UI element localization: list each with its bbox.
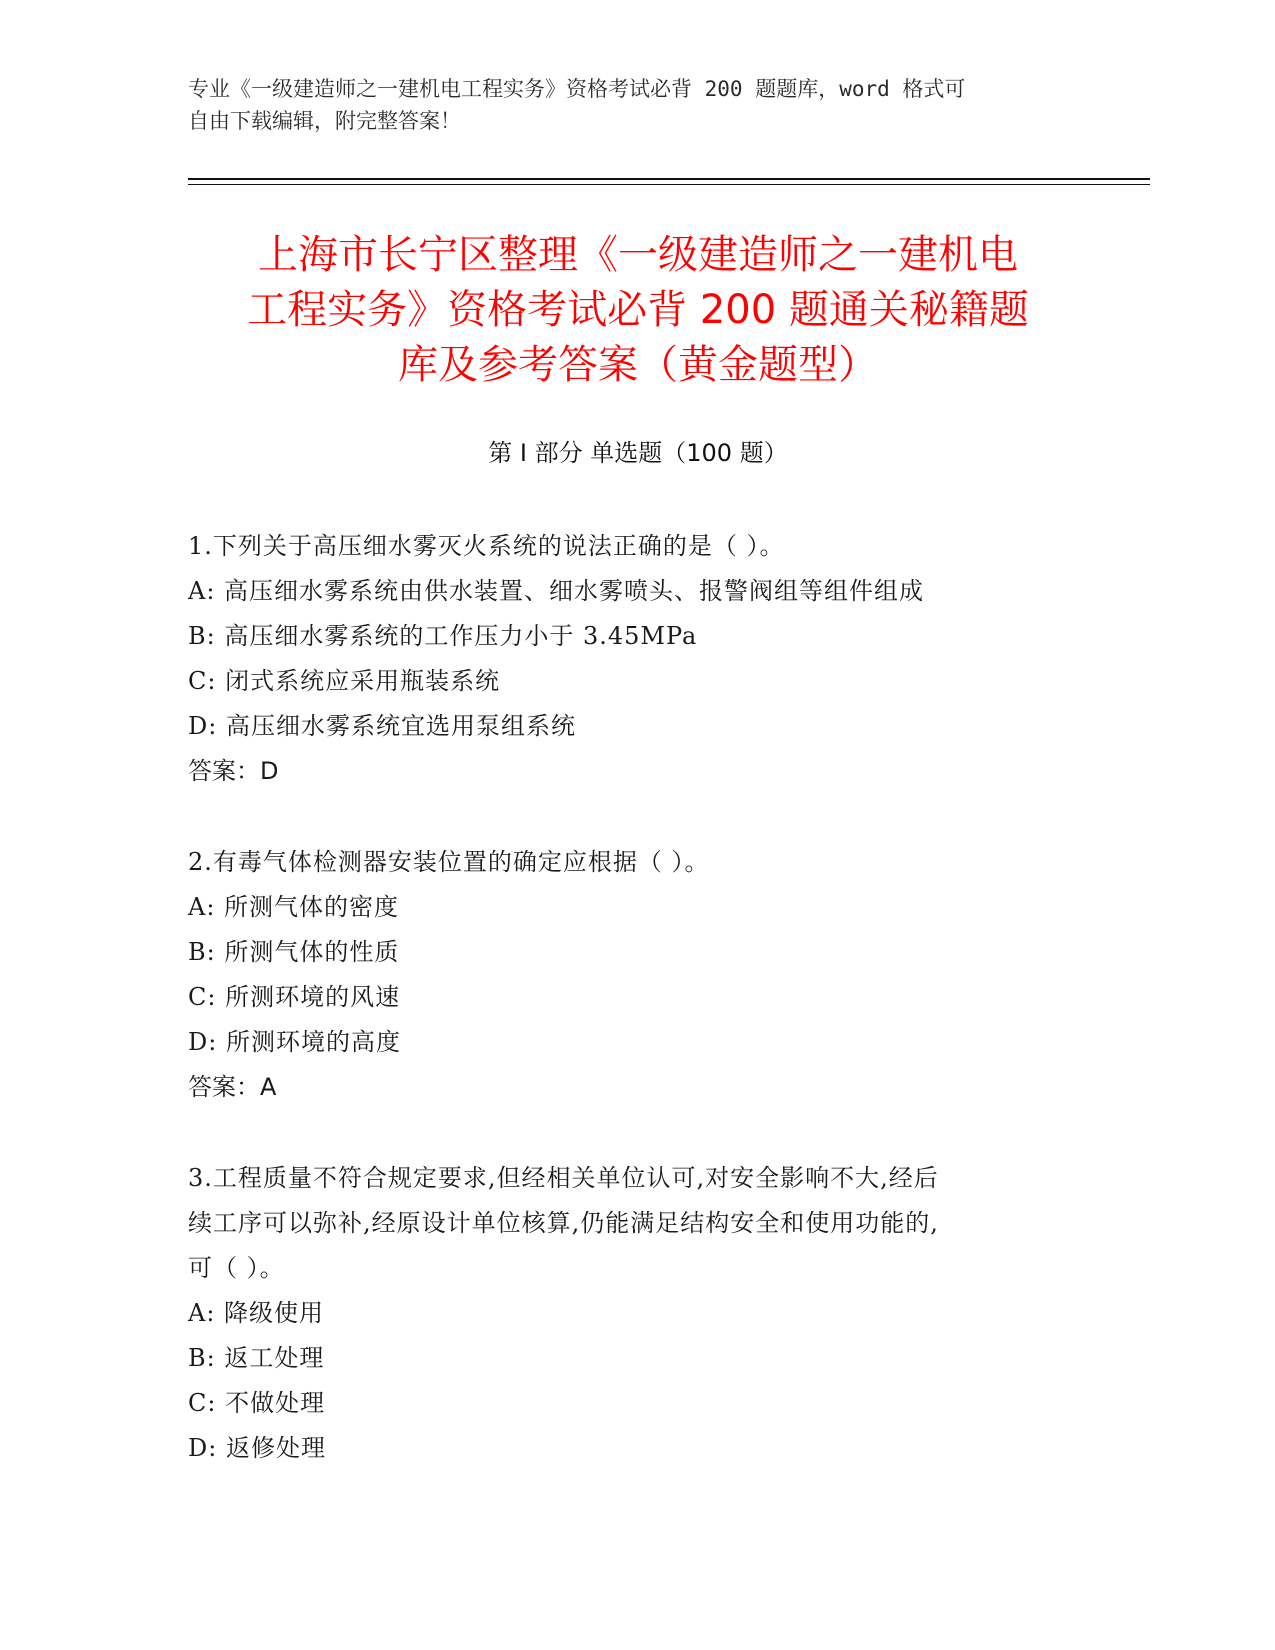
option-d: D: 高压细水雾系统宜选用泵组系统	[188, 712, 576, 740]
header-divider-thin	[188, 184, 1150, 185]
answer: 答案：A	[188, 1073, 277, 1101]
option-a: A: 所测气体的密度	[188, 893, 400, 921]
question-1	[188, 524, 1088, 794]
section-title: 第 I 部分 单选题（100 题）	[488, 439, 788, 467]
option-b: B: 所测气体的性质	[188, 938, 400, 966]
header-note	[188, 73, 1088, 137]
document-title	[188, 228, 1088, 393]
question-stem-line: 可（ ）。	[188, 1254, 285, 1282]
document-title-line: 上海市长宁区整理《一级建造师之一建机电	[258, 232, 1018, 278]
document-title-line: 工程实务》资格考试必背 200 题通关秘籍题	[247, 287, 1029, 333]
question-stem-line: 3.工程质量不符合规定要求,但经相关单位认可,对安全影响不大,经后	[188, 1164, 939, 1192]
question-stem: 1.下列关于高压细水雾灭火系统的说法正确的是（ ）。	[188, 532, 785, 560]
question-2	[188, 840, 1088, 1110]
option-b: B: 返工处理	[188, 1344, 325, 1372]
option-c: C: 闭式系统应采用瓶装系统	[188, 667, 501, 695]
header-note-line: 自由下载编辑，附完整答案！	[188, 109, 461, 133]
question-stem-line: 续工序可以弥补,经原设计单位核算,仍能满足结构安全和使用功能的,	[188, 1209, 939, 1237]
question-stem: 2.有毒气体检测器安装位置的确定应根据（ ）。	[188, 848, 710, 876]
answer: 答案：D	[188, 757, 279, 785]
document-title-line: 库及参考答案（黄金题型）	[398, 342, 878, 388]
option-a: A: 高压细水雾系统由供水装置、细水雾喷头、报警阀组等组件组成	[188, 577, 925, 605]
option-a: A: 降级使用	[188, 1299, 325, 1327]
question-3	[188, 1156, 1088, 1471]
option-b: B: 高压细水雾系统的工作压力小于 3.45MPa	[188, 622, 698, 650]
option-c: C: 所测环境的风速	[188, 983, 401, 1011]
option-d: D: 所测环境的高度	[188, 1028, 401, 1056]
header-note-line: 专业《一级建造师之一建机电工程实务》资格考试必背 200 题题库，word 格式可	[188, 77, 966, 101]
option-c: C: 不做处理	[188, 1389, 326, 1417]
option-d: D: 返修处理	[188, 1434, 326, 1462]
header-divider-thick	[188, 178, 1150, 180]
